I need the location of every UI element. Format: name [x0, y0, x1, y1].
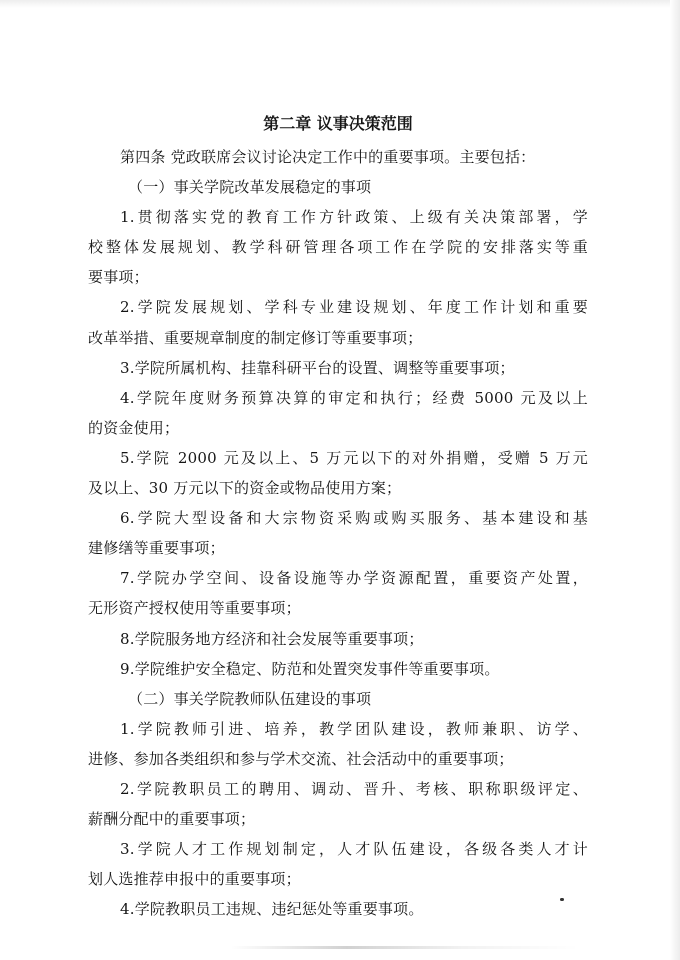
page-top-shadow — [0, 0, 680, 8]
paragraph-line: 1.贯彻落实党的教育工作方针政策、上级有关决策部署，学 — [120, 208, 588, 227]
paragraph-line: 建修缮等重要事项； — [88, 539, 225, 558]
paragraph-line: 及以上、30 万元以下的资金或物品使用方案； — [88, 479, 402, 498]
article-heading-line: 第四条 党政联席会议讨论决定工作中的重要事项。主要包括： — [120, 148, 536, 166]
paragraph-line: 2.学院发展规划、学科专业建设规划、年度工作计划和重要 — [120, 298, 588, 317]
page-right-shadow — [670, 0, 680, 960]
paragraph-line: 8.学院服务地方经济和社会发展等重要事项； — [120, 629, 424, 648]
paragraph-line: 改革举措、重要规章制度的制定修订等重要事项； — [88, 328, 423, 347]
paragraph-line: 5.学院 2000 元及以上、5 万元以下的对外捐赠，受赠 5 万元 — [120, 448, 588, 467]
paragraph-line: 薪酬分配中的重要事项； — [88, 810, 256, 829]
chapter-title: 第二章 议事决策范围 — [263, 114, 413, 133]
section-heading: （二）事关学院教师队伍建设的事项 — [128, 689, 372, 708]
section-heading: （一）事关学院改革发展稳定的事项 — [128, 178, 372, 197]
paragraph-line: 1.学院教师引进、培养，教学团队建设，教师兼职、访学、 — [120, 719, 588, 738]
document-body — [88, 106, 588, 924]
paragraph-line: 校整体发展规划、教学科研管理各项工作在学院的安排落实等重 — [88, 238, 588, 257]
paragraph-line: 划人选推荐申报中的重要事项； — [88, 870, 301, 889]
paragraph-line: 3.学院人才工作规划制定，人才队伍建设，各级各类人才计 — [120, 840, 588, 859]
paragraph-line: 2.学院教职员工的聘用、调动、晋升、考核、职称职级评定、 — [120, 779, 588, 798]
scan-artifact-line — [230, 946, 580, 949]
scan-speck — [560, 898, 564, 901]
paragraph-line: 的资金使用； — [88, 418, 180, 437]
paragraph-line: 无形资产授权使用等重要事项； — [88, 599, 301, 618]
paragraph-line: 要事项； — [88, 268, 149, 287]
paragraph-line: 3.学院所属机构、挂靠科研平台的设置、调整等重要事项； — [120, 358, 515, 377]
paragraph-line: 7.学院办学空间、设备设施等办学资源配置，重要资产处置， — [120, 569, 588, 588]
paragraph-line: 6.学院大型设备和大宗物资采购或购买服务、基本建设和基 — [120, 509, 588, 528]
paragraph-line: 9.学院维护安全稳定、防范和处置突发事件等重要事项。 — [120, 659, 500, 678]
paragraph-line: 4.学院教职员工违规、违纪惩处等重要事项。 — [120, 900, 424, 919]
paragraph-line: 进修、参加各类组织和参与学术交流、社会活动中的重要事项； — [88, 749, 514, 768]
paragraph-line: 4.学院年度财务预算决算的审定和执行；经费 5000 元及以上 — [120, 388, 588, 407]
